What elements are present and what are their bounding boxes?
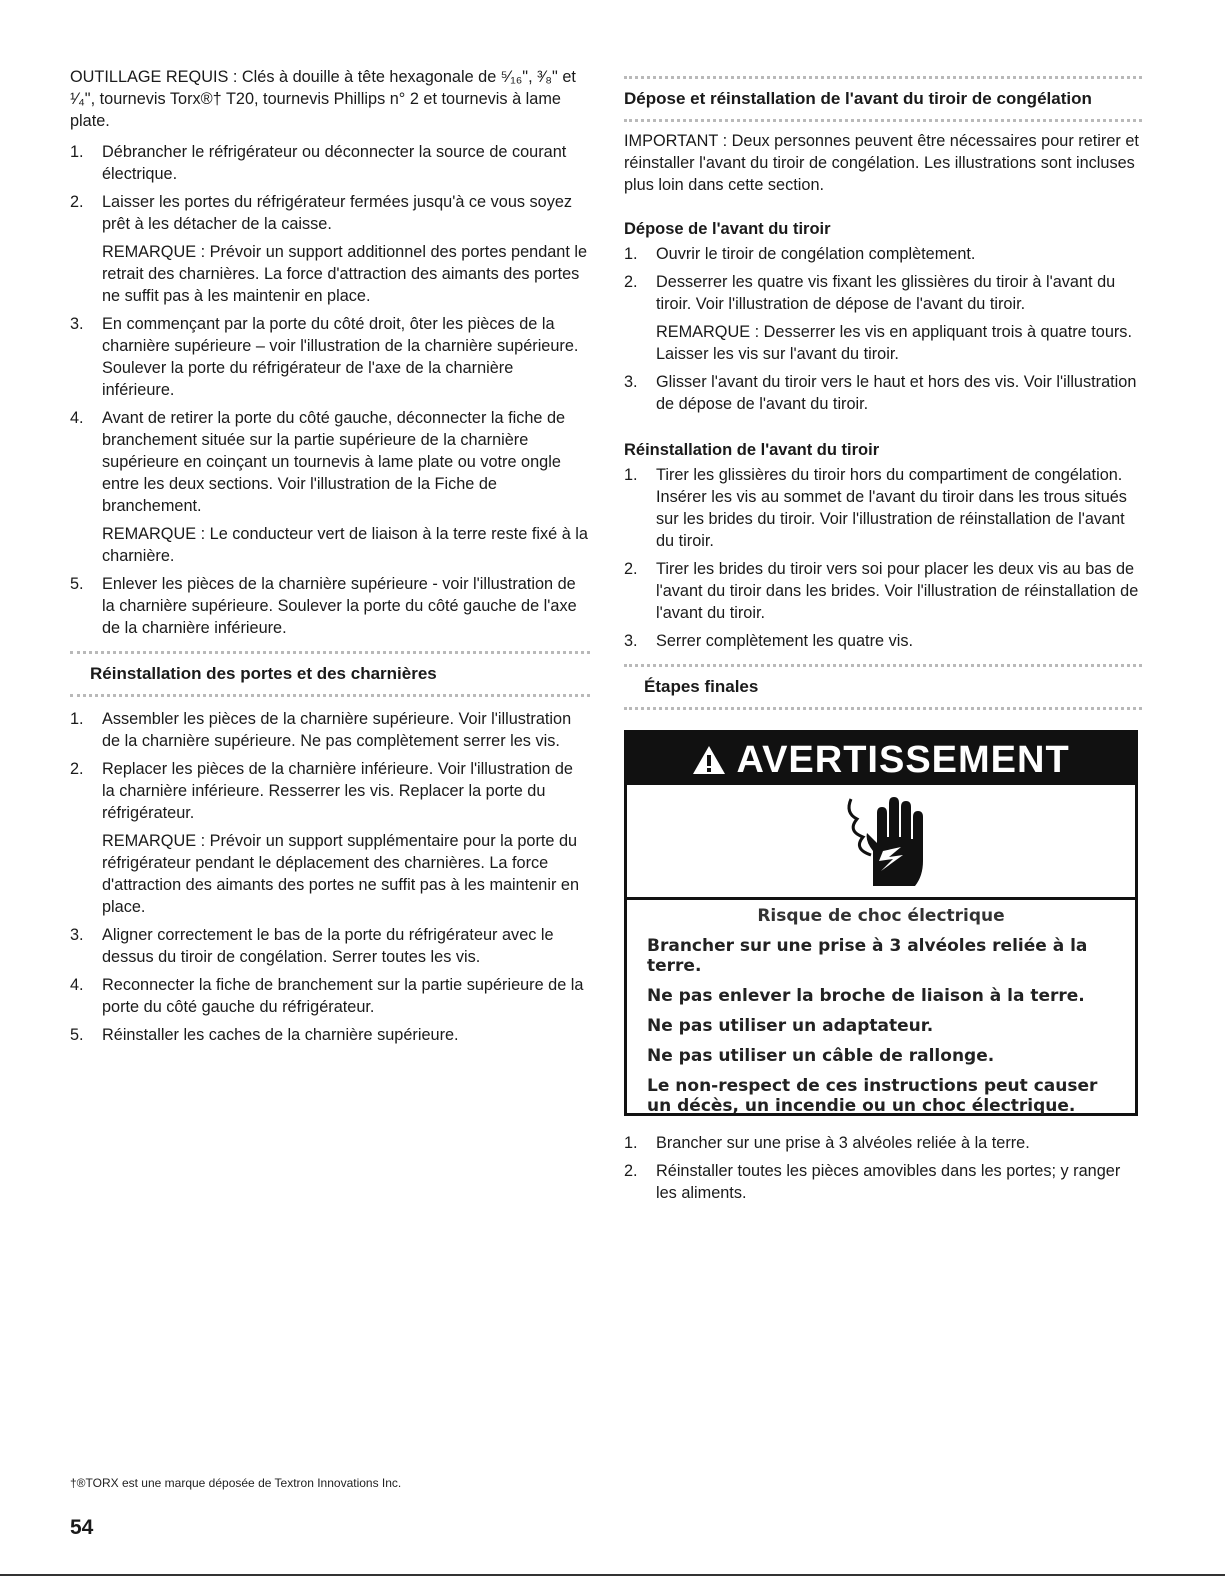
list-item: 4. Reconnecter la fiche de branchement sur la partie supérieure de la porte du côté gauche du réfrigérateur. [70,976,584,1016]
list-item: 1. Assembler les pièces de la charnière supérieure. Voir l'illustration de la charnière supérieure. Ne pas complètement serrer les vis. [70,710,572,750]
list-item: 1. Ouvrir le tiroir de congélation complètement. [624,245,976,263]
list-item: 2. Replacer les pièces de la charnière inférieure. Voir l'illustration de la charnière inférieure. Resserrer les vis. Replacer la porte du réfrigérateur. REMARQUE : Prévoir un support supplémentaire pour la porte du réfrigérateur pendant le déplacement des charnières. La force d'attraction des aimants des portes ne suffit pas à les maintenir en place. [70,758,590,918]
warning-icon-area [627,785,1135,900]
drawer-reinstall-steps [624,464,1142,658]
removal-steps-list [70,141,590,645]
list-item: 3. Glisser l'avant du tiroir vers le haut et hors des vis. Voir l'illustration de dépose de l'avant du tiroir. [624,373,1137,413]
list-item: 5. Enlever les pièces de la charnière supérieure - voir l'illustration de la charnière supérieure. Soulever la porte du côté gauche de l'axe de la charnière inférieure. [70,575,577,637]
warning-title: AVERTISSEMENT [736,739,1070,781]
note: REMARQUE : Prévoir un support additionnel des portes pendant le retrait des charnières. La force d'attraction des aimants des portes ne suffit pas à les maintenir en place. [102,243,588,305]
warning-triangle-icon [692,739,736,781]
warning-text [627,900,1135,1116]
list-item: 1. Débrancher le réfrigérateur ou déconnecter la source de courant électrique. [70,143,567,183]
drawer-removal-steps [624,243,1142,421]
warning-line: Ne pas utiliser un adaptateur. [647,1016,934,1036]
bottom-rule [0,1574,1225,1576]
list-item: 2. Laisser les portes du réfrigérateur fermées jusqu'à ce vous soyez prêt à les détacher de la caisse. REMARQUE : Prévoir un support additionnel des portes pendant le retrait des charnières. La force d'attraction des aimants des portes ne suffit pas à les maintenir en place. [70,191,590,307]
subheading-drawer-removal: Dépose de l'avant du tiroir [624,220,831,238]
section-heading-final-steps: Étapes finales [624,664,1142,710]
list-item: 4. Avant de retirer la porte du côté gauche, déconnecter la fiche de branchement située sur la partie supérieure de la charnière supérieure en coinçant un tournevis à lame plate ou votre ongle entre les deux sections. Voir l'illustration de la Fiche de branchement. REMARQUE : Le conducteur vert de liaison à la terre reste fixé à la charnière. [70,407,590,567]
warning-line: Ne pas enlever la broche de liaison à la terre. [647,986,1085,1006]
note: REMARQUE : Desserrer les vis en appliquant trois à quatre tours. Laisser les vis sur l'avant du tiroir. [656,323,1132,363]
list-item: 2. Desserrer les quatre vis fixant les glissières du tiroir à l'avant du tiroir. Voir l'illustration de dépose de l'avant du tiroir. REMARQUE : Desserrer les vis en appliquant trois à quatre tours. Laisser les vis sur l'avant du tiroir. [624,271,1142,365]
list-item: 1. Brancher sur une prise à 3 alvéoles reliée à la terre. [624,1134,1030,1152]
list-item: 3. Aligner correctement le bas de la porte du réfrigérateur avec le dessus du tiroir de congélation. Serrer toutes les vis. [70,926,554,966]
note: REMARQUE : Le conducteur vert de liaison à la terre reste fixé à la charnière. [102,525,588,565]
note: REMARQUE : Prévoir un support supplémentaire pour la porte du réfrigérateur pendant le déplacement des charnières. La force d'attraction des aimants des portes ne suffit pas à les maintenir en place. [102,832,580,916]
electrical-warning-box [624,730,1138,1116]
list-item: 3. En commençant par la porte du côté droit, ôter les pièces de la charnière supérieure – voir l'illustration de la charnière supérieure. Soulever la porte du réfrigérateur de l'axe de la charnière inférieure. [70,315,579,399]
reinstall-steps-list [70,708,590,1052]
list-item: 5. Réinstaller les caches de la charnière supérieure. [70,1026,459,1044]
tools-required: OUTILLAGE REQUIS : Clés à douille à tête hexagonale de ⁵⁄₁₆", ³⁄₈" et ¹⁄₄", tournevis Torx®† T20, tournevis Phillips n° 2 et tournevis à lame plate. [70,68,576,130]
list-item: 2. Réinstaller toutes les pièces amovibles dans les portes; y ranger les aliments. [624,1162,1121,1202]
section-heading-reinstall-doors: Réinstallation des portes et des charnières [70,651,590,697]
important-note: IMPORTANT : Deux personnes peuvent être nécessaires pour retirer et réinstaller l'avant du tiroir de congélation. Les illustrations sont incluses plus loin dans cette section. [624,132,1139,194]
footnote: †®TORX est une marque déposée de Textron Innovations Inc. [70,1476,402,1490]
warning-line: Brancher sur une prise à 3 alvéoles reliée à la terre. [647,936,1088,976]
page-number: 54 [70,1516,94,1539]
list-item: 2. Tirer les brides du tiroir vers soi pour placer les deux vis au bas de l'avant du tiroir dans les brides. Voir l'illustration de réinstallation de l'avant du tiroir. [624,560,1139,622]
warning-line: Ne pas utiliser un câble de rallonge. [647,1046,995,1066]
section-heading-drawer-front: Dépose et réinstallation de l'avant du tiroir de congélation [624,76,1142,122]
subheading-drawer-reinstall: Réinstallation de l'avant du tiroir [624,441,880,459]
warning-banner [627,733,1135,785]
list-item: 1. Tirer les glissières du tiroir hors du compartiment de congélation. Insérer les vis au sommet de l'avant du tiroir dans les trous situés sur les brides du tiroir. Voir l'illustration de réinstallation de l'avant du tiroir. [624,466,1127,550]
electric-shock-hand-icon [843,791,933,891]
warning-risk: Risque de choc électrique [757,906,1005,926]
list-item: 3. Serrer complètement les quatre vis. [624,632,913,650]
final-steps-list [624,1132,1142,1210]
warning-consequence: Le non-respect de ces instructions peut causer un décès, un incendie ou un choc électrique. [647,1076,1098,1116]
